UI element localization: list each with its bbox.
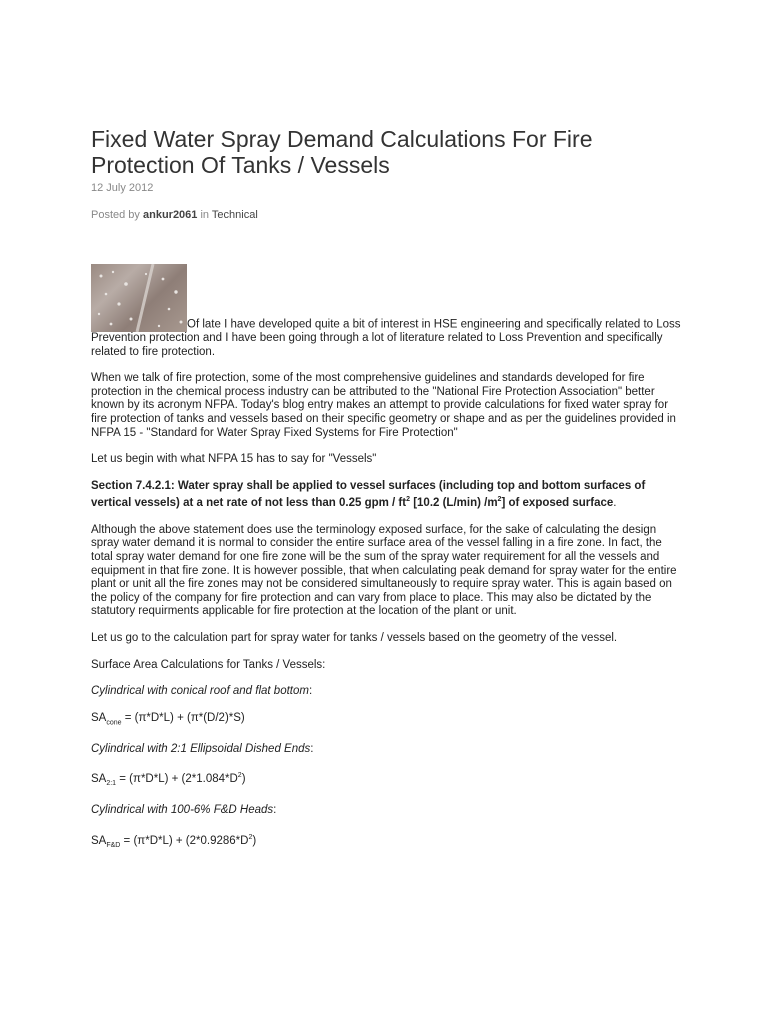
case3-rest: = (π*D*L) + (2*0.9286*D <box>120 834 249 847</box>
author-link[interactable]: ankur2061 <box>142 209 198 221</box>
case1-label <box>91 685 681 699</box>
article-body <box>91 264 681 865</box>
paragraph-begin: Let us begin with what NFPA 15 has to say for "Vessels" <box>91 453 377 466</box>
post-title: Fixed Water Spray Demand Calculations For Fire Protection Of Tanks / Vessels <box>91 126 593 178</box>
case3-sub: F&D <box>106 841 121 849</box>
posted-by-label: Posted by <box>91 209 140 221</box>
case2-label-text: Cylindrical with 2:1 Ellipsoidal Dished Ends <box>91 742 311 755</box>
case1-label-text: Cylindrical with conical roof and flat bottom <box>91 685 309 698</box>
case1-sub: cone <box>106 719 122 726</box>
case3-label-text: Cylindrical with 100-6% F&D Heads <box>91 803 274 816</box>
section-period: . <box>613 497 617 510</box>
case3-sup: 2 <box>248 833 253 841</box>
section-text-c: ] of exposed surface <box>501 497 614 510</box>
case2-formula <box>91 769 681 791</box>
paragraph-section <box>91 480 681 511</box>
paragraph-surface-area-heading: Surface Area Calculations for Tanks / Vessels: <box>91 658 326 671</box>
case2-label <box>91 743 681 757</box>
case2-sup: 2 <box>237 772 242 780</box>
case2-rest: = (π*D*L) + (2*1.084*D <box>116 773 238 786</box>
section-text-a: Section 7.4.2.1: Water spray shall be applied to vessel surfaces (including top and bottom surfaces of vertical vessels) at a net rate of not less than 0.25 gpm / ft <box>91 479 646 510</box>
post-byline <box>91 209 258 221</box>
case3-close: ) <box>252 834 257 847</box>
paragraph-nfpa: When we talk of fire protection, some of the most comprehensive guidelines and standards developed for fire protection in the chemical process industry can be attributed to the "National Fire Protection Association" better known by its acronym NFPA. Today's blog entry makes an attempt to provide calculations for fixed water spray for fire protection of tanks and vessels based on their specific geometry or shape and as per the guidelines provided in NFPA 15 - "Standard for Water Spray Fixed Systems for Fire Protection" <box>91 372 676 439</box>
case3-label <box>91 804 681 818</box>
case3-colon: : <box>273 803 277 816</box>
section-text-b: [10.2 (L/min) /m <box>410 497 498 510</box>
paragraph-intro <box>91 264 681 359</box>
case2-colon: : <box>310 742 314 755</box>
intro-text: Of late I have developed quite a bit of interest in HSE engineering and specifically related to Loss Prevention protection and I have been going through a lot of literature related to Loss Prevention and specifically related to fire protection. <box>91 318 681 358</box>
paragraph-exposed-surface: Although the above statement does use the terminology exposed surface, for the sake of calculating the design spray water demand it is normal to consider the entire surface area of the vessel falling in a fire zone. In fact, the total spray water demand for one fire zone will be the sum of the spray water requirement for all the vessels and equipment in that fire zone. It is however possible, that when calculating peak demand for spray water for the entire plant or unit all the fire zones may not be considered simultaneously to require spray water. This is again based on the policy of the company for fire protection and can vary from place to place. This may also be dictated by the statutory requirments applicable for fire protection at the location of the plant or unit. <box>91 523 677 618</box>
case2-sub: 2:1 <box>106 780 117 788</box>
water-droplets-image <box>91 264 187 332</box>
case1-rest: = (π*D*L) + (π*(D/2)*S) <box>121 711 245 724</box>
case2-sa: SA <box>91 773 107 786</box>
section-sup-1: 2 <box>406 496 410 504</box>
paragraph-calc-intro: Let us go to the calculation part for spray water for tanks / vessels based on the geometry of the vessel. <box>91 631 618 644</box>
in-word: in <box>200 209 210 221</box>
section-sup-2: 2 <box>497 496 502 504</box>
case3-formula <box>91 831 681 853</box>
case1-sa: SA <box>91 711 107 724</box>
section-quote <box>91 480 645 509</box>
case2-close: ) <box>241 773 246 786</box>
category-link[interactable]: Technical <box>211 209 258 221</box>
case1-colon: : <box>308 685 313 698</box>
case3-sa: SA <box>91 834 107 847</box>
case1-formula <box>91 712 681 730</box>
post-date: 12 July 2012 <box>91 182 154 194</box>
